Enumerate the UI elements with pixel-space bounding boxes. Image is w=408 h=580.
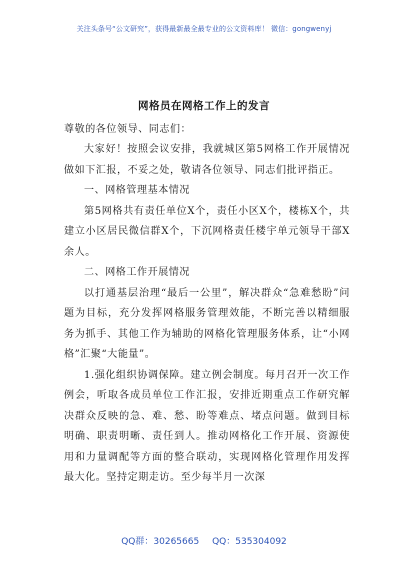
paragraph-section-2: 以打通基层治理“最后一公里”，解决群众“急难愁盼”问题为目标，充分发挥网格服务管理效能，不断完善以精细服务为抓手、其他工作为辅助的网格化管理服务体系，让“小网格”汇聚“大能量”。 — [64, 287, 350, 360]
footer-qq-number: QQ：535304092 — [212, 537, 287, 547]
section-heading-1: 一、网格管理基本情况 — [84, 185, 190, 196]
greeting-line: 尊敬的各位领导、同志们： — [64, 124, 192, 135]
paragraph-section-1: 第5网格共有责任单位X个，责任小区X个，楼栋X个，共建立小区居民微信群X个，下沉网格责任楼宇单元领导干部X余人。 — [64, 205, 350, 258]
footer-contact — [0, 534, 408, 547]
paragraph-item-1: 1.强化组织协调保障。建立例会制度。每月召开一次工作例会，听取各成员单位工作汇报，安排近期重点工作研究解决群众反映的急、难、愁、盼等难点、堵点问题。做到目标明确、职责明晰、责任到人。推动网格化工作开展、资源使用和力量调配等方面的整合联动，实现网格化管理作用发挥最大化。坚持定期走访。至少每半月一次深 — [64, 369, 350, 483]
document-title: 网格员在网格工作上的发言 — [138, 100, 270, 112]
header-note: 关注头条号“公文研究”，获得最新最全最专业的公文资料库！ 微信：gongwenyj — [76, 25, 332, 33]
paragraph-intro: 大家好！按照会议安排，我就城区第5网格工作开展情况做如下汇报，不妥之处，敬请各位领导、同志们批评指正。 — [64, 144, 350, 176]
section-heading-2: 二、网格工作开展情况 — [84, 267, 190, 278]
footer-qq-group: QQ群：30265665 — [121, 537, 200, 547]
body-text — [64, 140, 350, 489]
